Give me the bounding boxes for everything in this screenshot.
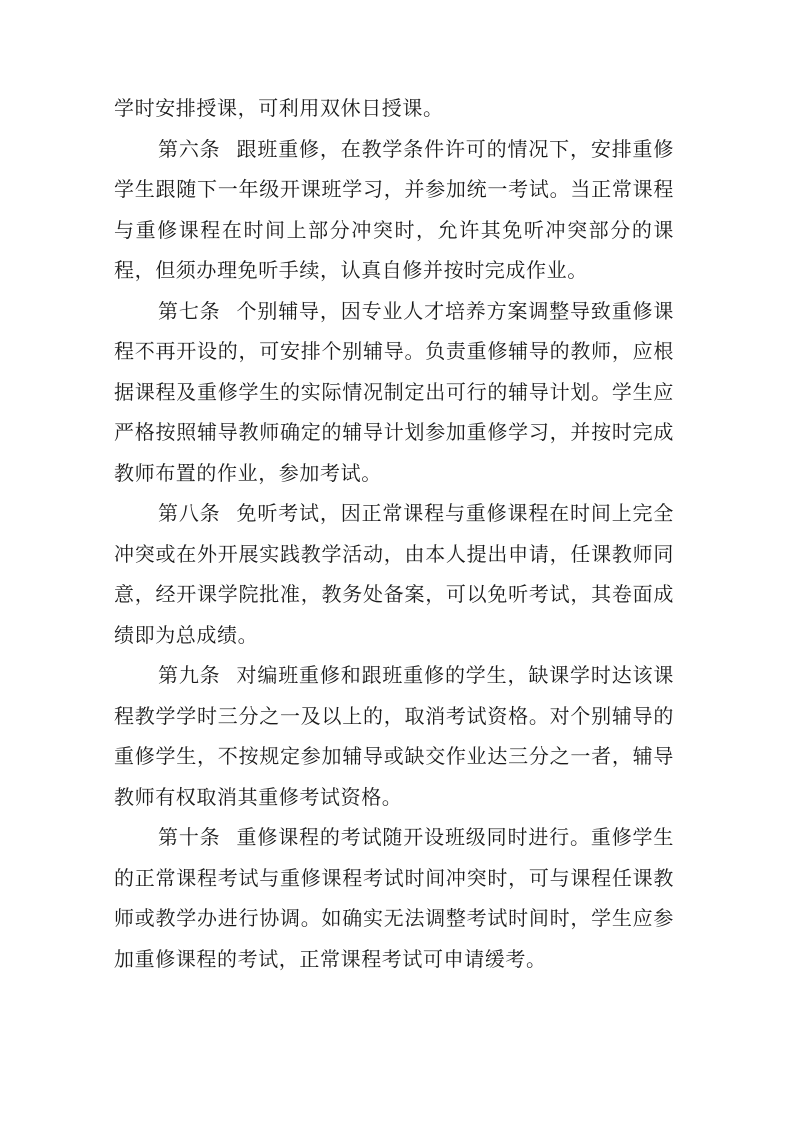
article-6-paragraph [114, 129, 674, 291]
article-8-paragraph [114, 493, 674, 655]
article-10-number: 第十条 [158, 825, 221, 849]
article-9-number: 第九条 [158, 663, 221, 687]
article-7-paragraph [114, 291, 674, 494]
document-body [114, 88, 674, 979]
article-8-number: 第八条 [158, 501, 221, 525]
article-6-number: 第六条 [158, 136, 221, 161]
article-7-number: 第七条 [158, 298, 221, 323]
article-6-text: 跟班重修，在教学条件许可的情况下，安排重修学生跟随下一年级开课班学习，并参加统一考试。当正常课程与重修课程在时间上部分冲突时，允许其免听冲突部分的课程，但须办理免听手续，认真自修并按时完成作业。 [114, 136, 674, 282]
article-9-paragraph [114, 655, 674, 817]
article-8-text: 免听考试，因正常课程与重修课程在时间上完全冲突或在外开展实践教学活动，由本人提出申请，任课教师同意，经开课学院批准，教务处备案，可以免听考试，其卷面成绩即为总成绩。 [114, 501, 674, 647]
opening-paragraph: 学时安排授课，可利用双休日授课。 [114, 96, 444, 120]
article-7-text: 个别辅导，因专业人才培养方案调整导致重修课程不再开设的，可安排个别辅导。负责重修辅导的教师，应根据课程及重修学生的实际情况制定出可行的辅导计划。学生应严格按照辅导教师确定的辅导计划参加重修学习，并按时完成教师布置的作业，参加考试。 [114, 298, 674, 485]
article-10-text: 重修课程的考试随开设班级同时进行。重修学生的正常课程考试与重修课程考试时间冲突时，可与课程任课教师或教学办进行协调。如确实无法调整考试时间时，学生应参加重修课程的考试，正常课程考试可申请缓考。 [114, 825, 674, 971]
article-10-paragraph [114, 817, 674, 979]
article-9-text: 对编班重修和跟班重修的学生，缺课学时达该课程教学学时三分之一及以上的，取消考试资格。对个别辅导的重修学生，不按规定参加辅导或缺交作业达三分之一者，辅导教师有权取消其重修考试资格。 [114, 663, 674, 809]
